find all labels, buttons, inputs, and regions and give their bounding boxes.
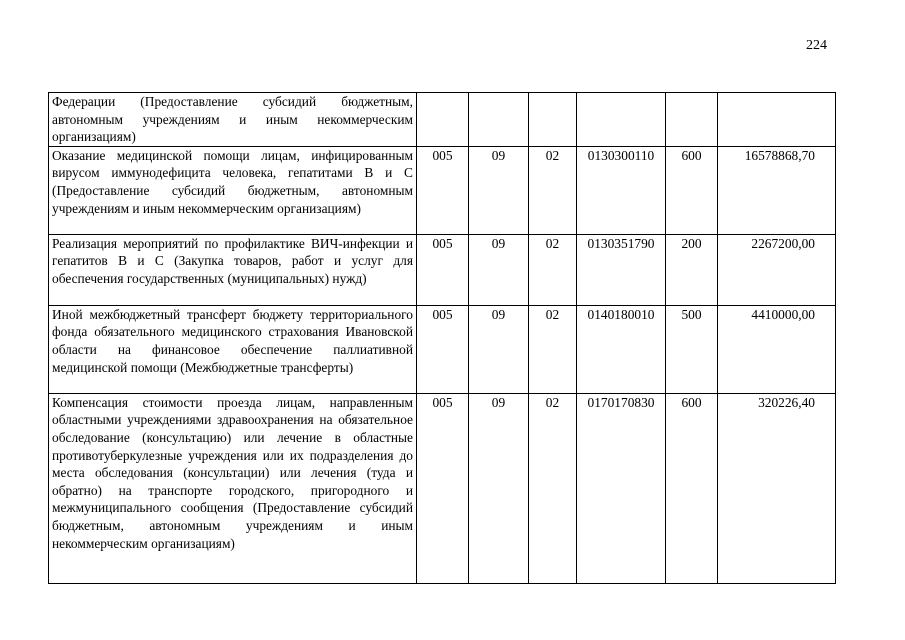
- expense-type-code: 500: [666, 305, 718, 393]
- subsection-code: 02: [529, 393, 577, 583]
- target-article-code: 0140180010: [577, 305, 666, 393]
- amount: 320226,40: [718, 393, 836, 583]
- amount: [718, 93, 836, 147]
- row-description: Иной межбюджетный трансферт бюджету территориального фонда обязательного медицинского страхования Ивановской области на финансовое обеспечение паллиативной медицинской помощи (Межбюджетные трансферты): [49, 305, 417, 393]
- table-row: [49, 93, 836, 147]
- expense-type-code: [666, 93, 718, 147]
- section-code: 09: [469, 305, 529, 393]
- expense-type-code: 200: [666, 234, 718, 305]
- ministry-code: 005: [417, 393, 469, 583]
- row-description: Компенсация стоимости проезда лицам, направленным областными учреждениями здравоохранения на обязательное обследование (консультацию) или лечение в областные противотуберкулезные учреждения или их подразделения до места обследования (консультации) или лечения (туда и обратно) на транспорте городского, пригородного и межмуниципального сообщения (Предоставление субсидий бюджетным, автономным учреждениям и иным некоммерческим организациям): [49, 393, 417, 583]
- section-code: 09: [469, 393, 529, 583]
- amount: 4410000,00: [718, 305, 836, 393]
- table-row: [49, 146, 836, 234]
- ministry-code: 005: [417, 146, 469, 234]
- ministry-code: [417, 93, 469, 147]
- amount: 2267200,00: [718, 234, 836, 305]
- expense-type-code: 600: [666, 146, 718, 234]
- target-article-code: 0130351790: [577, 234, 666, 305]
- section-code: 09: [469, 146, 529, 234]
- subsection-code: 02: [529, 305, 577, 393]
- amount: 16578868,70: [718, 146, 836, 234]
- section-code: [469, 93, 529, 147]
- subsection-code: 02: [529, 234, 577, 305]
- section-code: 09: [469, 234, 529, 305]
- page-number: 224: [806, 38, 827, 53]
- ministry-code: 005: [417, 305, 469, 393]
- subsection-code: 02: [529, 146, 577, 234]
- row-description: Оказание медицинской помощи лицам, инфицированным вирусом иммунодефицита человека, гепатитами В и С (Предоставление субсидий бюджетным, автономным учреждениям и иным некоммерческим организациям): [49, 146, 417, 234]
- target-article-code: [577, 93, 666, 147]
- row-description: Федерации (Предоставление субсидий бюджетным, автономным учреждениям и иным некоммерческим организациям): [49, 93, 417, 147]
- target-article-code: 0170170830: [577, 393, 666, 583]
- table-row: [49, 393, 836, 583]
- row-description: Реализация мероприятий по профилактике ВИЧ-инфекции и гепатитов В и С (Закупка товаров, работ и услуг для обеспечения государственных (муниципальных) нужд): [49, 234, 417, 305]
- table-row: [49, 305, 836, 393]
- budget-table: [48, 92, 836, 584]
- target-article-code: 0130300110: [577, 146, 666, 234]
- table-row: [49, 234, 836, 305]
- subsection-code: [529, 93, 577, 147]
- ministry-code: 005: [417, 234, 469, 305]
- expense-type-code: 600: [666, 393, 718, 583]
